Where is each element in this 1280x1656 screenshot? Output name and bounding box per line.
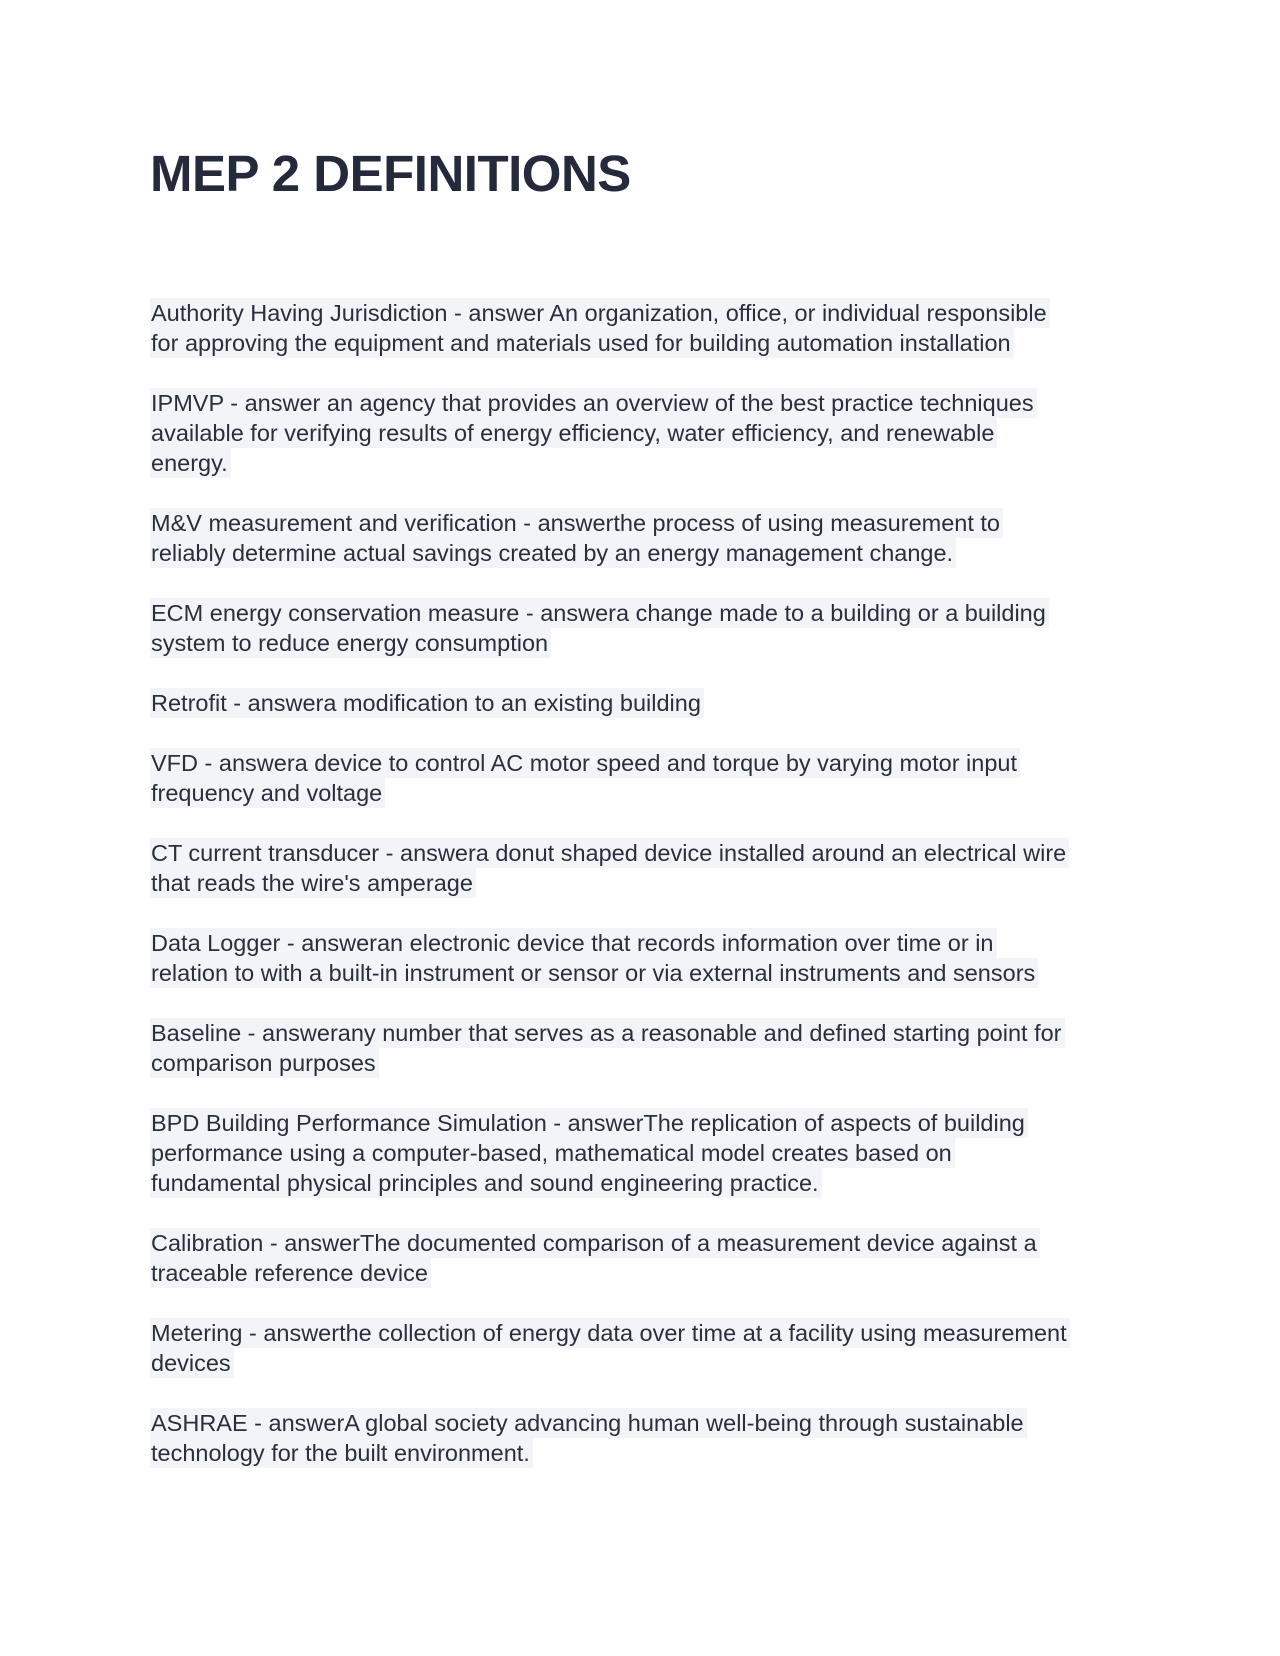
definition-text-line: Retrofit - answera modification to an existing building: [150, 688, 704, 718]
definition-text-line: for approving the equipment and materials used for building automation installation: [150, 328, 1014, 358]
definition-item: [150, 298, 1150, 358]
definition-item: [150, 1318, 1150, 1378]
definition-text-line: relation to with a built-in instrument or sensor or via external instruments and sensors: [150, 958, 1038, 988]
definition-text-line: Data Logger - answeran electronic device that records information over time or in: [150, 928, 997, 958]
definition-text-line: Authority Having Jurisdiction - answer An organization, office, or individual responsible: [150, 298, 1050, 328]
definition-text-line: CT current transducer - answera donut shaped device installed around an electrical wire: [150, 838, 1069, 868]
definition-text-line: performance using a computer-based, mathematical model creates based on: [150, 1138, 955, 1168]
definition-text-line: comparison purposes: [150, 1048, 379, 1078]
definition-item: [150, 1408, 1150, 1468]
definition-text-line: technology for the built environment.: [150, 1438, 533, 1468]
definition-item: [150, 838, 1150, 898]
definition-text-line: fundamental physical principles and sound engineering practice.: [150, 1168, 822, 1198]
definition-item: [150, 1228, 1150, 1288]
definition-text-line: system to reduce energy consumption: [150, 628, 551, 658]
definition-text-line: IPMVP - answer an agency that provides an overview of the best practice techniques: [150, 388, 1037, 418]
definition-item: [150, 688, 1150, 718]
definition-text-line: Baseline - answerany number that serves as a reasonable and defined starting point for: [150, 1018, 1065, 1048]
definition-text-line: available for verifying results of energy efficiency, water efficiency, and renewable: [150, 418, 997, 448]
definition-text-line: ASHRAE - answerA global society advancing human well-being through sustainable: [150, 1408, 1027, 1438]
definition-text-line: frequency and voltage: [150, 778, 385, 808]
definition-item: [150, 508, 1150, 568]
definition-text-line: reliably determine actual savings created by an energy management change.: [150, 538, 956, 568]
definition-text-line: Metering - answerthe collection of energy data over time at a facility using measurement: [150, 1318, 1070, 1348]
definition-text-line: devices: [150, 1348, 234, 1378]
definition-text-line: Calibration - answerThe documented comparison of a measurement device against a: [150, 1228, 1040, 1258]
page-title: MEP 2 DEFINITIONS: [150, 145, 631, 202]
definition-text-line: energy.: [150, 448, 231, 478]
definition-item: [150, 928, 1150, 988]
definition-text-line: that reads the wire's amperage: [150, 868, 476, 898]
definition-text-line: VFD - answera device to control AC motor speed and torque by varying motor input: [150, 748, 1020, 778]
definition-item: [150, 388, 1150, 478]
definition-item: [150, 1108, 1150, 1198]
definition-item: [150, 1018, 1150, 1078]
definitions-list: [150, 298, 1150, 1498]
definition-text-line: ECM energy conservation measure - answera change made to a building or a building: [150, 598, 1049, 628]
definition-text-line: traceable reference device: [150, 1258, 431, 1288]
definition-item: [150, 598, 1150, 658]
definition-text-line: M&V measurement and verification - answerthe process of using measurement to: [150, 508, 1003, 538]
definition-item: [150, 748, 1150, 808]
definition-text-line: BPD Building Performance Simulation - answerThe replication of aspects of building: [150, 1108, 1028, 1138]
